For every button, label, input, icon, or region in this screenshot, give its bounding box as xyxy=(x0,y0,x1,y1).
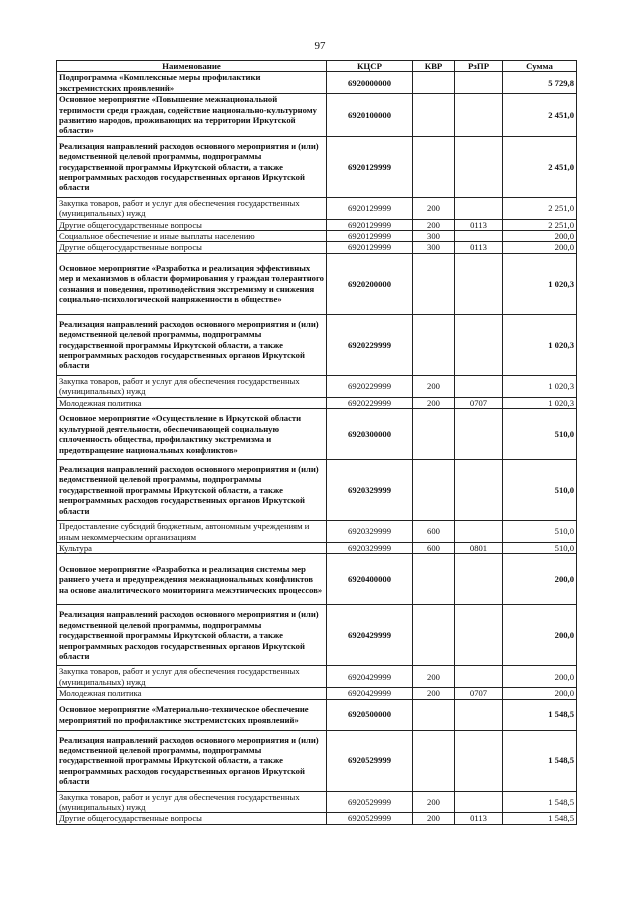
table-row xyxy=(57,542,577,553)
row-sum-cell: 510,0 xyxy=(503,521,577,543)
row-rzpr-cell xyxy=(455,253,503,314)
row-kvr-cell xyxy=(413,94,455,137)
row-sum-cell: 1 020,3 xyxy=(503,397,577,408)
row-rzpr-cell: 0113 xyxy=(455,813,503,824)
row-kcsr-cell: 6920100000 xyxy=(327,94,413,137)
budget-table xyxy=(56,60,577,825)
row-kcsr-cell: 6920429999 xyxy=(327,688,413,699)
table-row xyxy=(57,460,577,521)
table-row xyxy=(57,397,577,408)
row-kvr-cell xyxy=(413,314,455,375)
table-row xyxy=(57,375,577,397)
row-kcsr-cell: 6920300000 xyxy=(327,409,413,460)
row-name-cell: Социальное обеспечение и иные выплаты населению xyxy=(57,231,327,242)
row-rzpr-cell xyxy=(455,375,503,397)
row-sum-cell: 1 548,5 xyxy=(503,791,577,813)
row-name-cell: Культура xyxy=(57,542,327,553)
row-name-cell: Реализация направлений расходов основного мероприятия и (или) ведомственной целевой программы, подпрограммы государственной программы Иркутской области, а также непрограммных расходов государственных органов Иркутской области xyxy=(57,314,327,375)
row-kcsr-cell: 6920329999 xyxy=(327,542,413,553)
row-name-cell: Другие общегосударственные вопросы xyxy=(57,813,327,824)
row-kcsr-cell: 6920329999 xyxy=(327,460,413,521)
row-rzpr-cell: 0707 xyxy=(455,397,503,408)
row-kvr-cell xyxy=(413,136,455,197)
table-row xyxy=(57,219,577,230)
row-sum-cell: 2 451,0 xyxy=(503,136,577,197)
row-kvr-cell: 200 xyxy=(413,197,455,219)
row-kcsr-cell: 6920429999 xyxy=(327,666,413,688)
table-row xyxy=(57,72,577,94)
row-name-cell: Закупка товаров, работ и услуг для обеспечения государственных (муниципальных) нужд xyxy=(57,666,327,688)
table-row xyxy=(57,242,577,253)
row-sum-cell: 200,0 xyxy=(503,231,577,242)
row-name-cell: Предоставление субсидий бюджетным, автономным учреждениям и иным некоммерческим организациям xyxy=(57,521,327,543)
row-rzpr-cell xyxy=(455,605,503,666)
row-name-cell: Реализация направлений расходов основного мероприятия и (или) ведомственной целевой программы, подпрограммы государственной программы Иркутской области, а также непрограммных расходов государственных органов Иркутской области xyxy=(57,460,327,521)
row-kvr-cell xyxy=(413,460,455,521)
row-kvr-cell: 200 xyxy=(413,688,455,699)
row-kvr-cell: 200 xyxy=(413,397,455,408)
row-name-cell: Другие общегосударственные вопросы xyxy=(57,242,327,253)
row-kcsr-cell: 6920129999 xyxy=(327,197,413,219)
row-kvr-cell xyxy=(413,253,455,314)
row-kvr-cell xyxy=(413,72,455,94)
row-kvr-cell: 200 xyxy=(413,666,455,688)
table-header-row xyxy=(57,61,577,72)
row-rzpr-cell: 0113 xyxy=(455,219,503,230)
row-sum-cell: 1 548,5 xyxy=(503,813,577,824)
row-rzpr-cell xyxy=(455,554,503,605)
row-sum-cell: 1 020,3 xyxy=(503,314,577,375)
row-kvr-cell xyxy=(413,554,455,605)
row-name-cell: Основное мероприятие «Осуществление в Иркутской области культурной деятельности, обеспечивающей социальную сплоченность общества, профилактику экстремизма и предотвращение национальных конфликтов» xyxy=(57,409,327,460)
row-kcsr-cell: 6920229999 xyxy=(327,375,413,397)
row-kcsr-cell: 6920129999 xyxy=(327,231,413,242)
table-row xyxy=(57,791,577,813)
table-row xyxy=(57,699,577,730)
row-rzpr-cell xyxy=(455,94,503,137)
row-kcsr-cell: 6920529999 xyxy=(327,730,413,791)
table-row xyxy=(57,730,577,791)
row-kvr-cell: 200 xyxy=(413,219,455,230)
row-name-cell: Молодежная политика xyxy=(57,397,327,408)
row-kvr-cell xyxy=(413,699,455,730)
row-name-cell: Основное мероприятие «Материально-техническое обеспечение мероприятий по профилактике экстремистских проявлений» xyxy=(57,699,327,730)
row-sum-cell: 2 251,0 xyxy=(503,197,577,219)
table-row xyxy=(57,605,577,666)
row-name-cell: Основное мероприятие «Повышение межнациональной терпимости среди граждан, содействие национально-культурному развитию народов, проживающих на территории Иркутской области» xyxy=(57,94,327,137)
row-rzpr-cell xyxy=(455,791,503,813)
row-kvr-cell: 600 xyxy=(413,521,455,543)
table-row xyxy=(57,314,577,375)
row-kcsr-cell: 6920429999 xyxy=(327,605,413,666)
row-kcsr-cell: 6920229999 xyxy=(327,314,413,375)
row-kcsr-cell: 6920529999 xyxy=(327,791,413,813)
row-name-cell: Реализация направлений расходов основного мероприятия и (или) ведомственной целевой программы, подпрограммы государственной программы Иркутской области, а также непрограммных расходов государственных органов Иркутской области xyxy=(57,136,327,197)
row-rzpr-cell xyxy=(455,699,503,730)
row-rzpr-cell xyxy=(455,136,503,197)
row-rzpr-cell xyxy=(455,460,503,521)
row-kvr-cell xyxy=(413,409,455,460)
header-rzpr: РзПР xyxy=(455,61,503,72)
table-row xyxy=(57,136,577,197)
row-sum-cell: 200,0 xyxy=(503,688,577,699)
row-rzpr-cell xyxy=(455,521,503,543)
row-kvr-cell: 200 xyxy=(413,375,455,397)
row-kvr-cell: 200 xyxy=(413,813,455,824)
header-sum: Сумма xyxy=(503,61,577,72)
row-rzpr-cell: 0113 xyxy=(455,242,503,253)
row-name-cell: Другие общегосударственные вопросы xyxy=(57,219,327,230)
row-rzpr-cell xyxy=(455,409,503,460)
table-body xyxy=(57,72,577,824)
row-kvr-cell: 300 xyxy=(413,242,455,253)
row-rzpr-cell xyxy=(455,72,503,94)
row-name-cell: Реализация направлений расходов основного мероприятия и (или) ведомственной целевой программы, подпрограммы государственной программы Иркутской области, а также непрограммных расходов государственных органов Иркутской области xyxy=(57,605,327,666)
table-row xyxy=(57,253,577,314)
header-name: Наименование xyxy=(57,61,327,72)
row-rzpr-cell xyxy=(455,730,503,791)
page-number: 97 xyxy=(314,40,326,52)
row-kcsr-cell: 6920229999 xyxy=(327,397,413,408)
table-row xyxy=(57,231,577,242)
row-kcsr-cell: 6920500000 xyxy=(327,699,413,730)
row-name-cell: Реализация направлений расходов основного мероприятия и (или) ведомственной целевой программы, подпрограммы государственной программы Иркутской области, а также непрограммных расходов государственных органов Иркутской области xyxy=(57,730,327,791)
row-sum-cell: 5 729,8 xyxy=(503,72,577,94)
row-kcsr-cell: 6920329999 xyxy=(327,521,413,543)
row-kvr-cell: 200 xyxy=(413,791,455,813)
table-row xyxy=(57,688,577,699)
row-name-cell: Молодежная политика xyxy=(57,688,327,699)
row-kcsr-cell: 6920000000 xyxy=(327,72,413,94)
table-row xyxy=(57,409,577,460)
row-name-cell: Закупка товаров, работ и услуг для обеспечения государственных (муниципальных) нужд xyxy=(57,375,327,397)
table-row xyxy=(57,521,577,543)
row-kvr-cell: 600 xyxy=(413,542,455,553)
row-sum-cell: 2 251,0 xyxy=(503,219,577,230)
row-kvr-cell: 300 xyxy=(413,231,455,242)
header-kcsr: КЦСР xyxy=(327,61,413,72)
row-name-cell: Основное мероприятие «Разработка и реализация системы мер раннего учета и предупреждения межнациональных конфликтов на основе аналитического мониторинга межэтнических процессов» xyxy=(57,554,327,605)
row-kcsr-cell: 6920200000 xyxy=(327,253,413,314)
row-rzpr-cell: 0801 xyxy=(455,542,503,553)
row-sum-cell: 2 451,0 xyxy=(503,94,577,137)
table-row xyxy=(57,554,577,605)
row-rzpr-cell xyxy=(455,314,503,375)
row-kcsr-cell: 6920129999 xyxy=(327,242,413,253)
row-rzpr-cell xyxy=(455,231,503,242)
row-rzpr-cell: 0707 xyxy=(455,688,503,699)
table-row xyxy=(57,197,577,219)
row-rzpr-cell xyxy=(455,197,503,219)
row-sum-cell: 1 020,3 xyxy=(503,253,577,314)
table-row xyxy=(57,666,577,688)
row-name-cell: Закупка товаров, работ и услуг для обеспечения государственных (муниципальных) нужд xyxy=(57,791,327,813)
header-kvr: КВР xyxy=(413,61,455,72)
row-name-cell: Основное мероприятие «Разработка и реализация эффективных мер и механизмов в области формирования у граждан толерантного сознания и поведения, противодействия экстремизму и снижения социально-психологической напряженности в обществе» xyxy=(57,253,327,314)
table-row xyxy=(57,813,577,824)
row-name-cell: Подпрограмма «Комплексные меры профилактики экстремистских проявлений» xyxy=(57,72,327,94)
row-name-cell: Закупка товаров, работ и услуг для обеспечения государственных (муниципальных) нужд xyxy=(57,197,327,219)
row-sum-cell: 200,0 xyxy=(503,242,577,253)
row-sum-cell: 1 548,5 xyxy=(503,699,577,730)
row-sum-cell: 510,0 xyxy=(503,542,577,553)
row-sum-cell: 200,0 xyxy=(503,554,577,605)
row-sum-cell: 510,0 xyxy=(503,409,577,460)
row-kcsr-cell: 6920129999 xyxy=(327,219,413,230)
row-sum-cell: 1 020,3 xyxy=(503,375,577,397)
row-sum-cell: 1 548,5 xyxy=(503,730,577,791)
row-sum-cell: 510,0 xyxy=(503,460,577,521)
row-kcsr-cell: 6920129999 xyxy=(327,136,413,197)
row-sum-cell: 200,0 xyxy=(503,605,577,666)
row-kvr-cell xyxy=(413,730,455,791)
row-kvr-cell xyxy=(413,605,455,666)
row-kcsr-cell: 6920400000 xyxy=(327,554,413,605)
row-sum-cell: 200,0 xyxy=(503,666,577,688)
row-rzpr-cell xyxy=(455,666,503,688)
table-row xyxy=(57,94,577,137)
row-kcsr-cell: 6920529999 xyxy=(327,813,413,824)
